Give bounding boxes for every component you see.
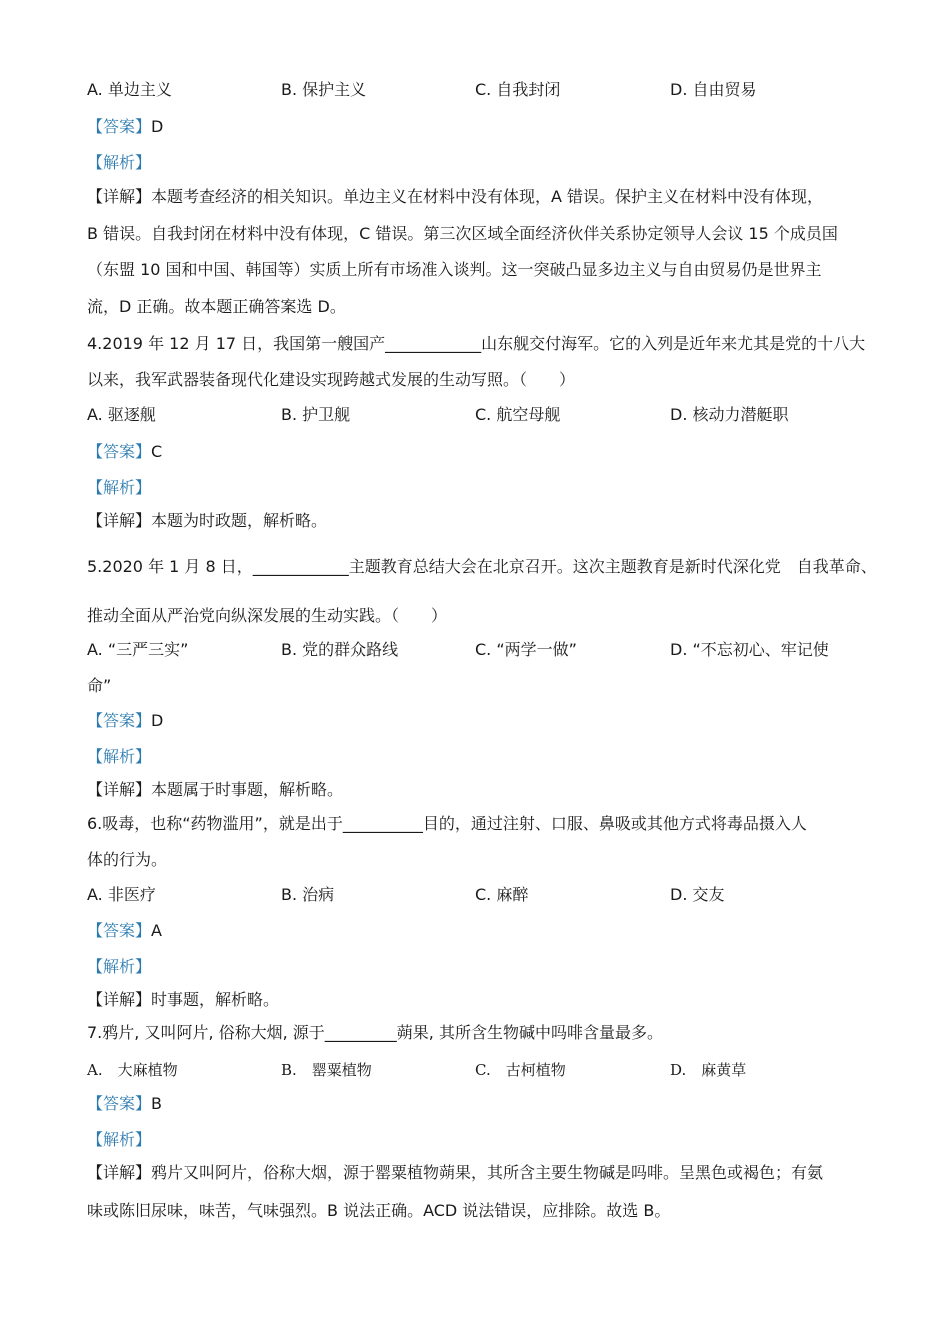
detail-label: 【详解】	[87, 780, 152, 799]
answer-label: 【答案】	[87, 921, 152, 940]
q3-option-a: A. 单边主义	[87, 80, 172, 99]
q7-option-d: D. 麻黄草	[670, 1061, 747, 1079]
q6-option-d: D. 交友	[670, 885, 725, 904]
q4-option-c: C. 航空母舰	[475, 405, 561, 424]
q5-option-c: C. “两学一做”	[475, 640, 577, 659]
detail-text: 本题属于时事题，解析略。	[151, 780, 344, 799]
detail-label: 【详解】	[87, 511, 152, 530]
q4-analysis-label: 【解析】	[87, 478, 152, 497]
q5-option-a: A. “三严三实”	[87, 640, 189, 659]
detail-text: 时事题，解析略。	[151, 990, 280, 1009]
q5-analysis-label: 【解析】	[87, 747, 152, 766]
answer-label: 【答案】	[87, 1094, 152, 1113]
q5-stem-line-1: 5.2020 年 1 月 8 日，____________主题教育总结大会在北京召开。这次主题教育是新时代深化党 自我革命、	[87, 557, 877, 576]
q6-option-c: C. 麻醉	[475, 885, 529, 904]
q7-detail-line-1	[87, 1162, 823, 1184]
q6-stem-line-1: 6.吸毒，也称“药物滥用”，就是出于__________目的，通过注射、口服、鼻吸或其他方式将毒品摄入人	[87, 814, 807, 833]
q7-analysis-label: 【解析】	[87, 1130, 152, 1149]
q5-stem-line-2: 推动全面从严治党向纵深发展的生动实践。（ ）	[87, 606, 448, 625]
q3-detail-line-4: 流，D 正确。故本题正确答案选 D。	[87, 297, 346, 316]
answer-label: 【答案】	[87, 442, 152, 461]
q7-answer	[87, 1093, 162, 1115]
q7-option-a: A. 大麻植物	[87, 1061, 178, 1079]
answer-value: D	[151, 711, 164, 730]
q3-detail-line-3: （东盟 10 国和中国、韩国等）实质上所有市场准入谈判。这一突破凸显多边主义与自由贸易仍是世界主	[87, 260, 822, 279]
q5-option-b: B. 党的群众路线	[281, 640, 399, 659]
q7-detail-line-2: 味或陈旧尿味，味苦，气味强烈。B 说法正确。ACD 说法错误，应排除。故选 B。	[87, 1201, 671, 1220]
q3-option-d: D. 自由贸易	[670, 80, 757, 99]
q4-stem-line-1: 4.2019 年 12 月 17 日，我国第一艘国产____________山东舰交付海军。它的入列是近年来尤其是党的十八大	[87, 334, 866, 353]
q6-answer	[87, 920, 162, 942]
answer-label: 【答案】	[87, 117, 152, 136]
q4-answer	[87, 441, 162, 463]
detail-label: 【详解】	[87, 990, 152, 1009]
q5-answer	[87, 710, 163, 732]
answer-value: A	[151, 921, 162, 940]
answer-value: D	[151, 117, 164, 136]
q4-option-b: B. 护卫舰	[281, 405, 351, 424]
q3-answer	[87, 116, 163, 138]
answer-value: B	[151, 1094, 162, 1113]
q3-option-c: C. 自我封闭	[475, 80, 561, 99]
q3-detail-line-1	[87, 186, 823, 208]
detail-label: 【详解】	[87, 1163, 152, 1182]
q5-option-d: D. “不忘初心、牢记使	[670, 640, 829, 659]
q4-detail	[87, 510, 327, 532]
q4-option-d: D. 核动力潜艇职	[670, 405, 789, 424]
q4-option-a: A. 驱逐舰	[87, 405, 156, 424]
detail-label: 【详解】	[87, 187, 152, 206]
q5-option-d-continued: 命”	[87, 676, 112, 695]
q7-stem: 7.鸦片, 又叫阿片, 俗称大烟, 源于_________蒴果, 其所含生物碱中吗啡含量最多。	[87, 1023, 663, 1042]
q6-option-a: A. 非医疗	[87, 885, 156, 904]
q6-stem-line-2: 体的行为。	[87, 850, 168, 869]
q6-detail	[87, 989, 279, 1011]
q3-option-b: B. 保护主义	[281, 80, 367, 99]
detail-text: 鸦片又叫阿片，俗称大烟，源于罂粟植物蒴果，其所含主要生物碱是吗啡。呈黑色或褐色；有氨	[151, 1163, 824, 1182]
detail-text: 本题为时政题，解析略。	[151, 511, 328, 530]
q6-option-b: B. 治病	[281, 885, 335, 904]
q4-stem-line-2: 以来，我军武器装备现代化建设实现跨越式发展的生动写照。（ ）	[87, 370, 576, 389]
q7-option-b: B. 罂粟植物	[281, 1061, 372, 1079]
q5-detail	[87, 779, 343, 801]
answer-label: 【答案】	[87, 711, 152, 730]
answer-value: C	[151, 442, 163, 461]
q3-analysis-label: 【解析】	[87, 153, 152, 172]
detail-text: 本题考查经济的相关知识。单边主义在材料中没有体现，A 错误。保护主义在材料中没有体现，	[151, 187, 824, 206]
q3-detail-line-2: B 错误。自我封闭在材料中没有体现，C 错误。第三次区域全面经济伙伴关系协定领导人会议 15 个成员国	[87, 224, 838, 243]
q6-analysis-label: 【解析】	[87, 957, 152, 976]
q7-option-c: C. 古柯植物	[475, 1061, 566, 1079]
